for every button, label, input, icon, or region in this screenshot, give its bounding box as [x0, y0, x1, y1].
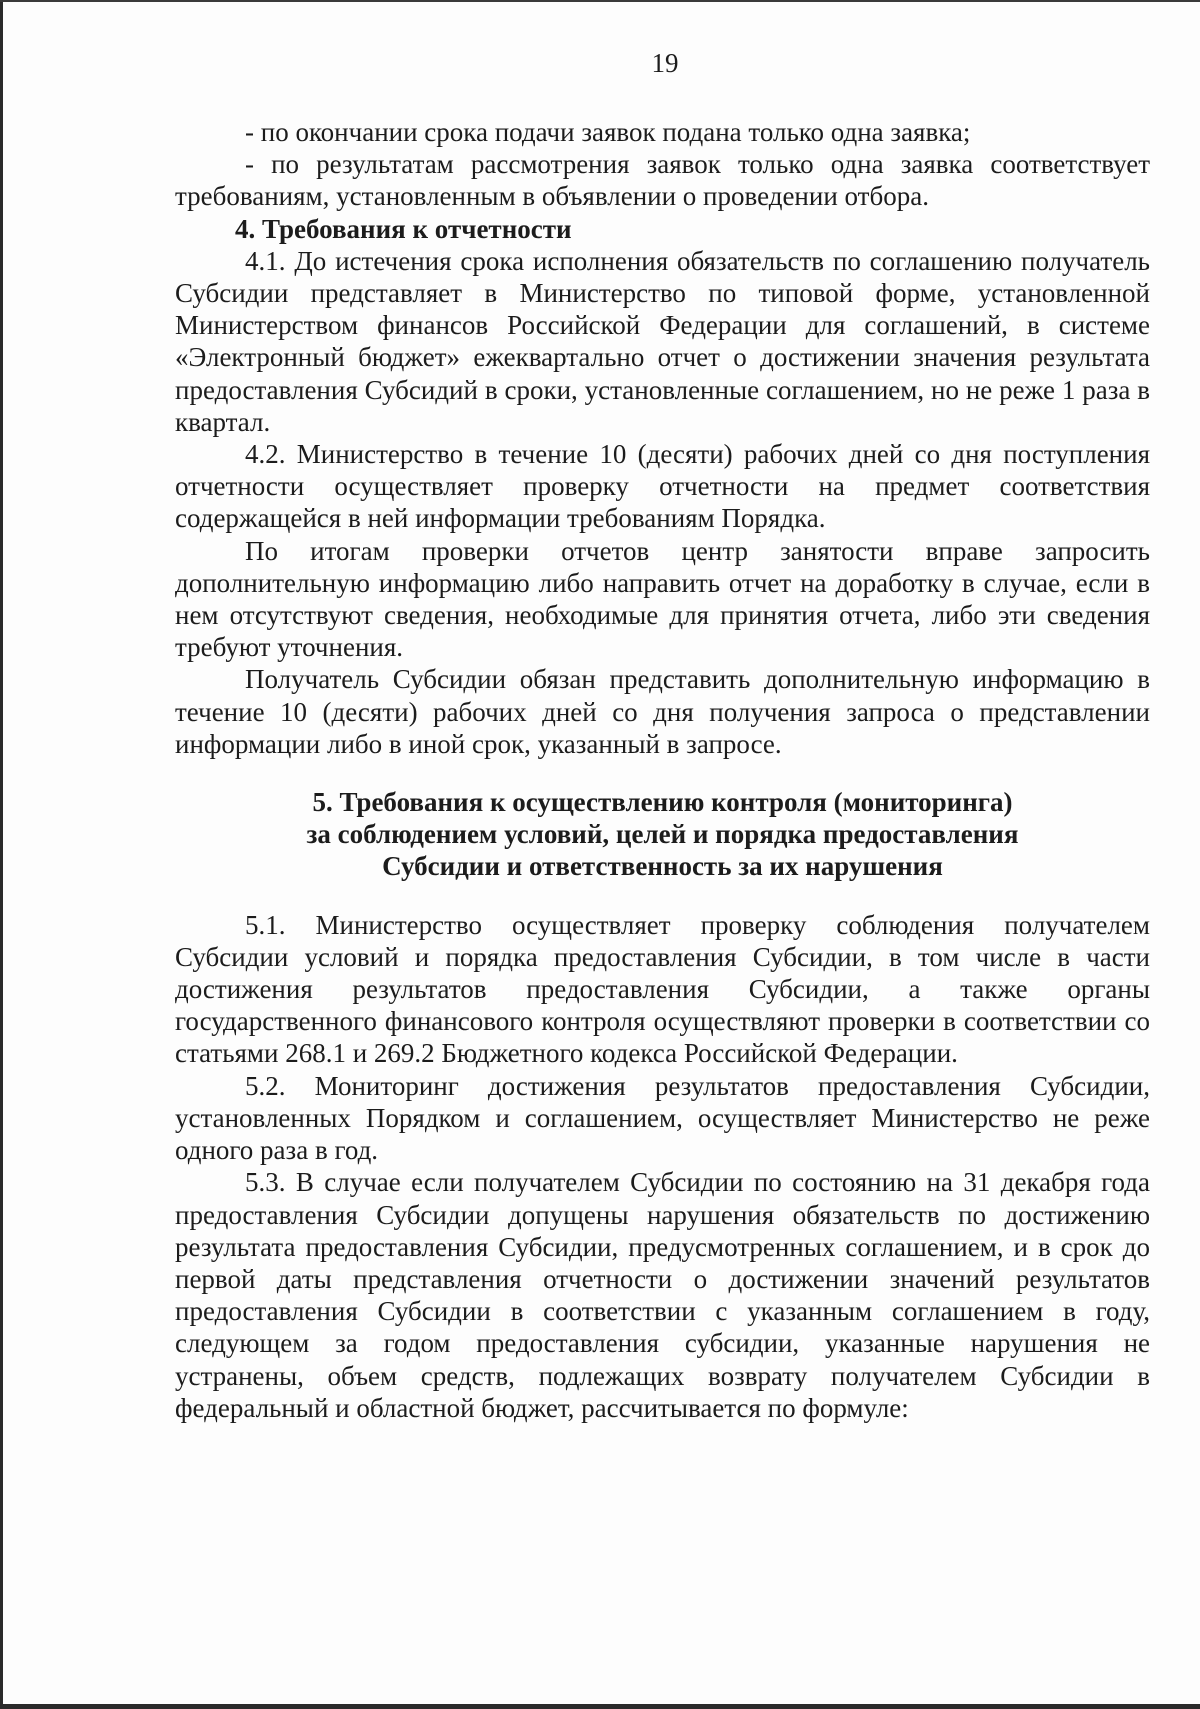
intro-item-1: - по окончании срока подачи заявок подана только одна заявка;: [245, 117, 971, 147]
page-number: 19: [651, 48, 679, 78]
paragraph-4-2: 4.2. Министерство в течение 10 (десяти) рабочих дней со дня поступления отчетности осуществляет проверку отчетности на предмет соответствия содержащейся в ней информации требованиям Порядка.: [175, 439, 1150, 534]
section-5-title-line-2: за соблюдением условий, целей и порядка предоставления: [306, 819, 1019, 850]
paragraph-4-4: Получатель Субсидии обязан представить дополнительную информацию в течение 10 (десяти) рабочих дней со дня получения запроса о представлении информации либо в иной срок, указанный в запросе.: [175, 664, 1150, 759]
section-5-title-line-3: Субсидии и ответственность за их нарушения: [382, 851, 943, 882]
scan-border-bottom: [0, 1704, 1200, 1709]
section-5-title-line-1: 5. Требования к осуществлению контроля (мониторинга): [312, 787, 1013, 818]
section-5-title: [175, 786, 1150, 883]
intro-item-2: - по результатам рассмотрения заявок только одна заявка соответствует требованиям, установленным в объявлении о проведении отбора.: [175, 149, 1150, 212]
paragraph-5-2: 5.2. Мониторинг достижения результатов предоставления Субсидии, установленных Порядком и соглашением, осуществляет Министерство не реже одного раза в год.: [175, 1070, 1150, 1166]
paragraph-5-1: 5.1. Министерство осуществляет проверку соблюдения получателем Субсидии условий и порядка предоставления Субсидии, в том числе в части достижения результатов предоставления Субсидии, а также органы государственного финансового контроля осуществляют проверки в соответствии со статьями 268.1 и 269.2 Бюджетного кодекса Российской Федерации.: [175, 909, 1150, 1069]
paragraph-5-3: 5.3. В случае если получателем Субсидии по состоянию на 31 декабря года предоставления Субсидии допущены нарушения обязательств по достижению результата предоставления Субсидии, предусмотренных соглашением, и в срок до первой даты представления отчетности о достижении значений результатов предоставления Субсидии в соответствии с указанным соглашением в году, следующем за годом предоставления субсидии, указанные нарушения не устранены, объем средств, подлежащих возврату получателем Субсидии в федеральный и областной бюджет, рассчитывается по формуле:: [175, 1167, 1150, 1423]
document-body: [175, 116, 1150, 1424]
scan-border-top: [0, 0, 1200, 2]
paragraph-4-3: По итогам проверки отчетов центр занятости вправе запросить дополнительную информацию либо направить отчет на доработку в случае, если в нем отсутствуют сведения, необходимые для принятия отчета, либо эти сведения требуют уточнения.: [175, 535, 1150, 663]
section-4-title: 4. Требования к отчетности: [235, 213, 572, 244]
paragraph-4-1: 4.1. До истечения срока исполнения обязательств по соглашению получатель Субсидии представляет в Министерство по типовой форме, установленной Министерством финансов Российской Федерации для соглашений, в системе «Электронный бюджет» ежеквартально отчет о достижении значения результата предоставления Субсидий в сроки, установленные соглашением, но не реже 1 раза в квартал.: [175, 245, 1150, 437]
scan-border-left: [0, 0, 3, 1709]
